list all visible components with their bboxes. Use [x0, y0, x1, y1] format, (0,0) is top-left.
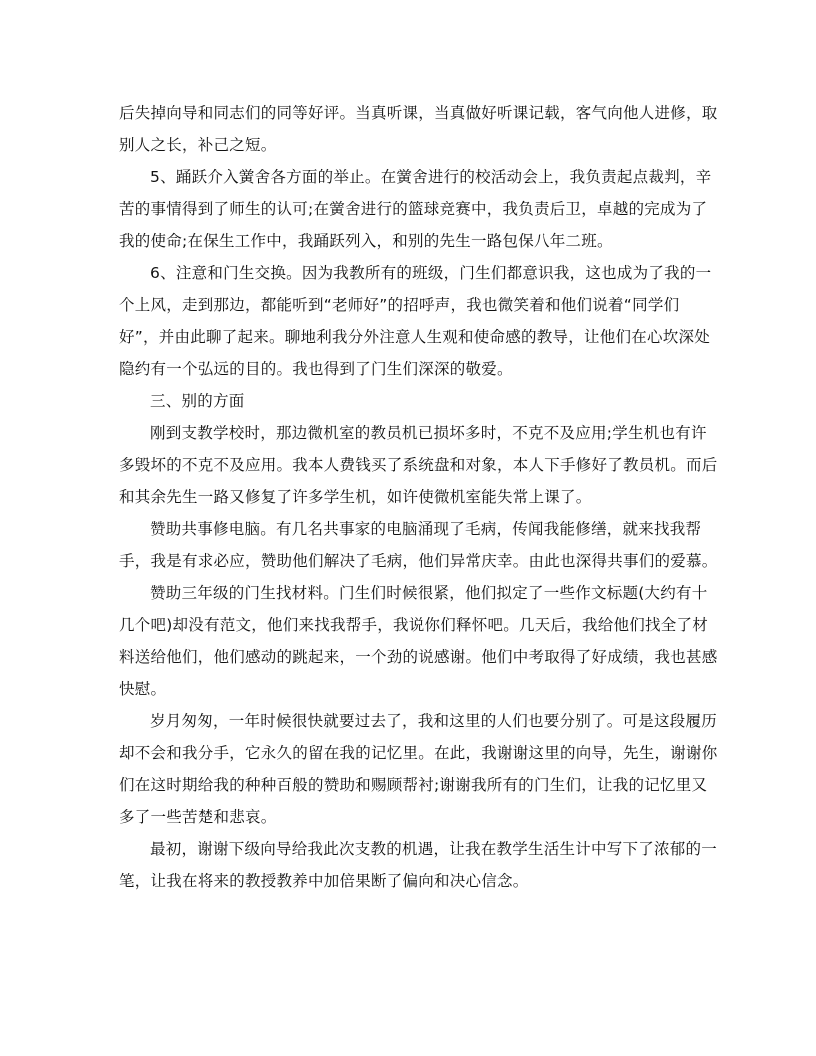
paragraph-item-5: 5、踊跃介入黉舍各方面的举止。在黉舍进行的校活动会上，我负责起点裁判，辛苦的事情得到了师生的认可;在黉舍进行的篮球竞赛中，我负责后卫，卓越的完成为了我的使命;在保生工作中，我踊跃列入，和别的先生一路包保八年二班。 — [119, 168, 712, 250]
paragraph-continuation: 后失掉向导和同志们的同等好评。当真听课，当真做好听课记载，客气向他人进修，取别人之长，补己之短。 — [119, 104, 718, 154]
paragraph-computer-room: 刚到支教学校时，那边微机室的教员机已损坏多时，不克不及应用;学生机也有许多毁坏的不克不及应用。我本人费钱买了系统盘和对象，本人下手修好了教员机。而后和其余先生一路又修复了许多学生机，如许使微机室能失常上课了。 — [119, 424, 718, 506]
section-heading-other-aspects: 三、别的方面 — [150, 392, 245, 410]
paragraph-farewell: 岁月匆匆，一年时候很快就要过去了，我和这里的人们也要分别了。可是这段履历却不会和我分手，它永久的留在我的记忆里。在此，我谢谢这里的向导，先生，谢谢你们在这时期给我的种种百般的赞助和赐顾帮衬;谢谢我所有的门生们，让我的记忆里又多了一些苦楚和悲哀。 — [119, 712, 718, 826]
paragraph-help-students: 赞助三年级的门生找材料。门生们时候很紧，他们拟定了一些作文标题(大约有十几个吧)却没有范文，他们来找我帮手，我说你们释怀吧。几天后，我给他们找全了材料送给他们，他们感动的跳起来，一个劲的说感谢。他们中考取得了好成绩，我也甚感快慰。 — [119, 584, 718, 698]
paragraph-closing: 最初，谢谢下级向导给我此次支教的机遇，让我在教学生活生计中写下了浓郁的一笔，让我在将来的教授教养中加倍果断了偏向和决心信念。 — [119, 840, 718, 890]
paragraph-help-colleagues: 赞助共事修电脑。有几名共事家的电脑涌现了毛病，传闻我能修缮，就来找我帮手，我是有求必应，赞助他们解决了毛病，他们异常庆幸。由此也深得共事们的爱慕。 — [119, 520, 718, 570]
paragraph-item-6: 6、注意和门生交换。因为我教所有的班级，门生们都意识我，这也成为了我的一个上风，走到那边，都能听到“老师好”的招呼声，我也微笑着和他们说着“同学们好”，并由此聊了起来。聊地利我分外注意人生观和使命感的教导，让他们在心坎深处隐约有一个弘远的目的。我也得到了门生们深深的敬爱。 — [119, 264, 712, 378]
document-body — [119, 97, 719, 897]
